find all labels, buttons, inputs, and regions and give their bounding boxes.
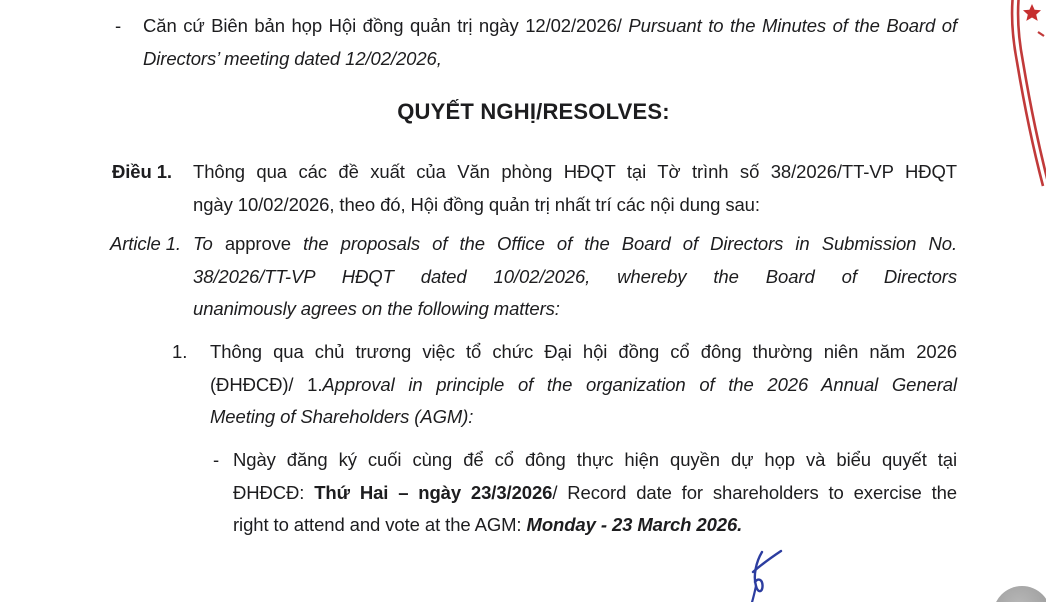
article-1-paragraph	[110, 228, 957, 326]
item-1-paragraph	[172, 336, 957, 434]
signature-mark	[732, 548, 796, 602]
dieu-1-text: Thông qua các đề xuất của Văn phòng HĐQT tại Tờ trình số 38/2026/TT-VP HĐQT ngày 10/02/2026, theo đó, Hội đồng quản trị nhất trí các nội dung sau:	[193, 161, 957, 215]
star-icon	[1023, 4, 1041, 21]
preamble-text: Căn cứ Biên bản họp Hội đồng quản trị ngày 12/02/2026/ Pursuant to the Minutes of the Board of Directors’ meeting dated 12/02/2026,	[143, 15, 957, 69]
preamble-bullet-item	[115, 10, 957, 75]
red-seal-icon	[956, 0, 1046, 200]
dieu-1-paragraph	[112, 156, 957, 221]
item-1-text: Thông qua chủ trương việc tổ chức Đại hội đồng cổ đông thường niên năm 2026 (ĐHĐCĐ)/ 1.Approval in principle of the organization of the 2026 Annual General Meeting of Shareholders (AGM):	[210, 341, 957, 427]
bullet-dash: -	[115, 15, 122, 36]
resolves-heading: QUYẾT NGHỊ/RESOLVES:	[397, 99, 670, 124]
article-1-text: To approve the proposals of the Office of the Board of Directors in Submission No. 38/2026/TT-VP HĐQT dated 10/02/2026, whereby the Board of Directors unanimously agrees on the following matters:	[193, 233, 957, 319]
item-1-number: 1.	[172, 341, 188, 362]
article-1-label: Article 1.	[110, 233, 181, 254]
record-date-bullet-item	[213, 444, 957, 542]
dieu-1-label: Điều 1.	[112, 161, 172, 182]
scroll-fab-button[interactable]	[993, 586, 1046, 602]
record-date-text: Ngày đăng ký cuối cùng để cổ đông thực hiện quyền dự họp và biểu quyết tại ĐHĐCĐ: Thứ Hai – ngày 23/3/2026/ Record date for shareholders to exercise the right to attend and vote at the AGM: Monday - 23 March 2026.	[233, 449, 957, 535]
bullet-dash: -	[213, 449, 220, 470]
